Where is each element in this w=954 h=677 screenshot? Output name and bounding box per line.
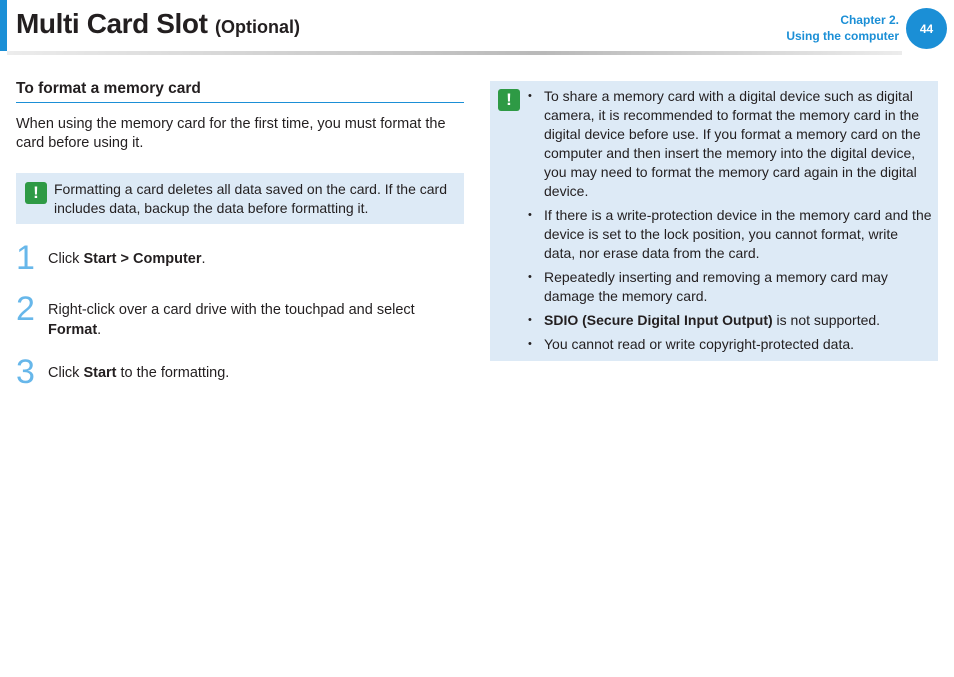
title-main: Multi Card Slot	[16, 8, 208, 39]
page-header	[0, 0, 954, 56]
intro-paragraph: When using the memory card for the first time, you must format the card before using it.	[16, 116, 446, 151]
chapter-title: Using the computer	[786, 29, 899, 43]
step-ui-label: Format	[48, 322, 98, 338]
header-divider	[7, 51, 902, 55]
step-number: 3	[16, 353, 35, 391]
tip-item: • SDIO (Secure Digital Input Output) is not supported.	[528, 311, 932, 330]
caution-note-text: Formatting a card deletes all data saved on the card. If the card includes data, backup the data before formatting it.	[54, 181, 447, 216]
chapter-number: Chapter 2.	[840, 13, 899, 27]
tip-item: • If there is a write-protection device in the memory card and the device is set to the lock position, you cannot format, write data, nor erase data from the card.	[528, 206, 932, 263]
section-heading: To format a memory card	[16, 80, 464, 103]
header-accent-bar	[0, 0, 7, 51]
tips-note	[490, 81, 938, 361]
caution-note	[16, 173, 464, 224]
tips-list	[528, 87, 932, 359]
step-number: 2	[16, 290, 35, 328]
step-text: Click Start > Computer.	[48, 251, 206, 267]
step-text: Right-click over a card drive with the touchpad and select Format.	[48, 302, 415, 338]
exclamation-icon: !	[498, 89, 520, 111]
step-number: 1	[16, 239, 35, 277]
chapter-label	[786, 12, 899, 44]
exclamation-icon: !	[25, 182, 47, 204]
tip-item: • Repeatedly inserting and removing a memory card may damage the memory card.	[528, 268, 932, 306]
page-number-badge: 44	[906, 8, 947, 49]
page-title	[16, 8, 300, 40]
step-ui-label: Start	[83, 365, 117, 381]
step-text: Click Start to the formatting.	[48, 365, 230, 381]
tip-item: • To share a memory card with a digital device such as digital camera, it is recommended to format the memory card in the digital device before use. If you format a memory card on the computer and then insert the memory into the digital device, you may need to format the memory card again in the digital device.	[528, 87, 932, 201]
step-ui-label: Start > Computer	[83, 251, 202, 267]
tip-item: • You cannot read or write copyright-protected data.	[528, 335, 932, 354]
title-suffix: (Optional)	[215, 17, 300, 37]
